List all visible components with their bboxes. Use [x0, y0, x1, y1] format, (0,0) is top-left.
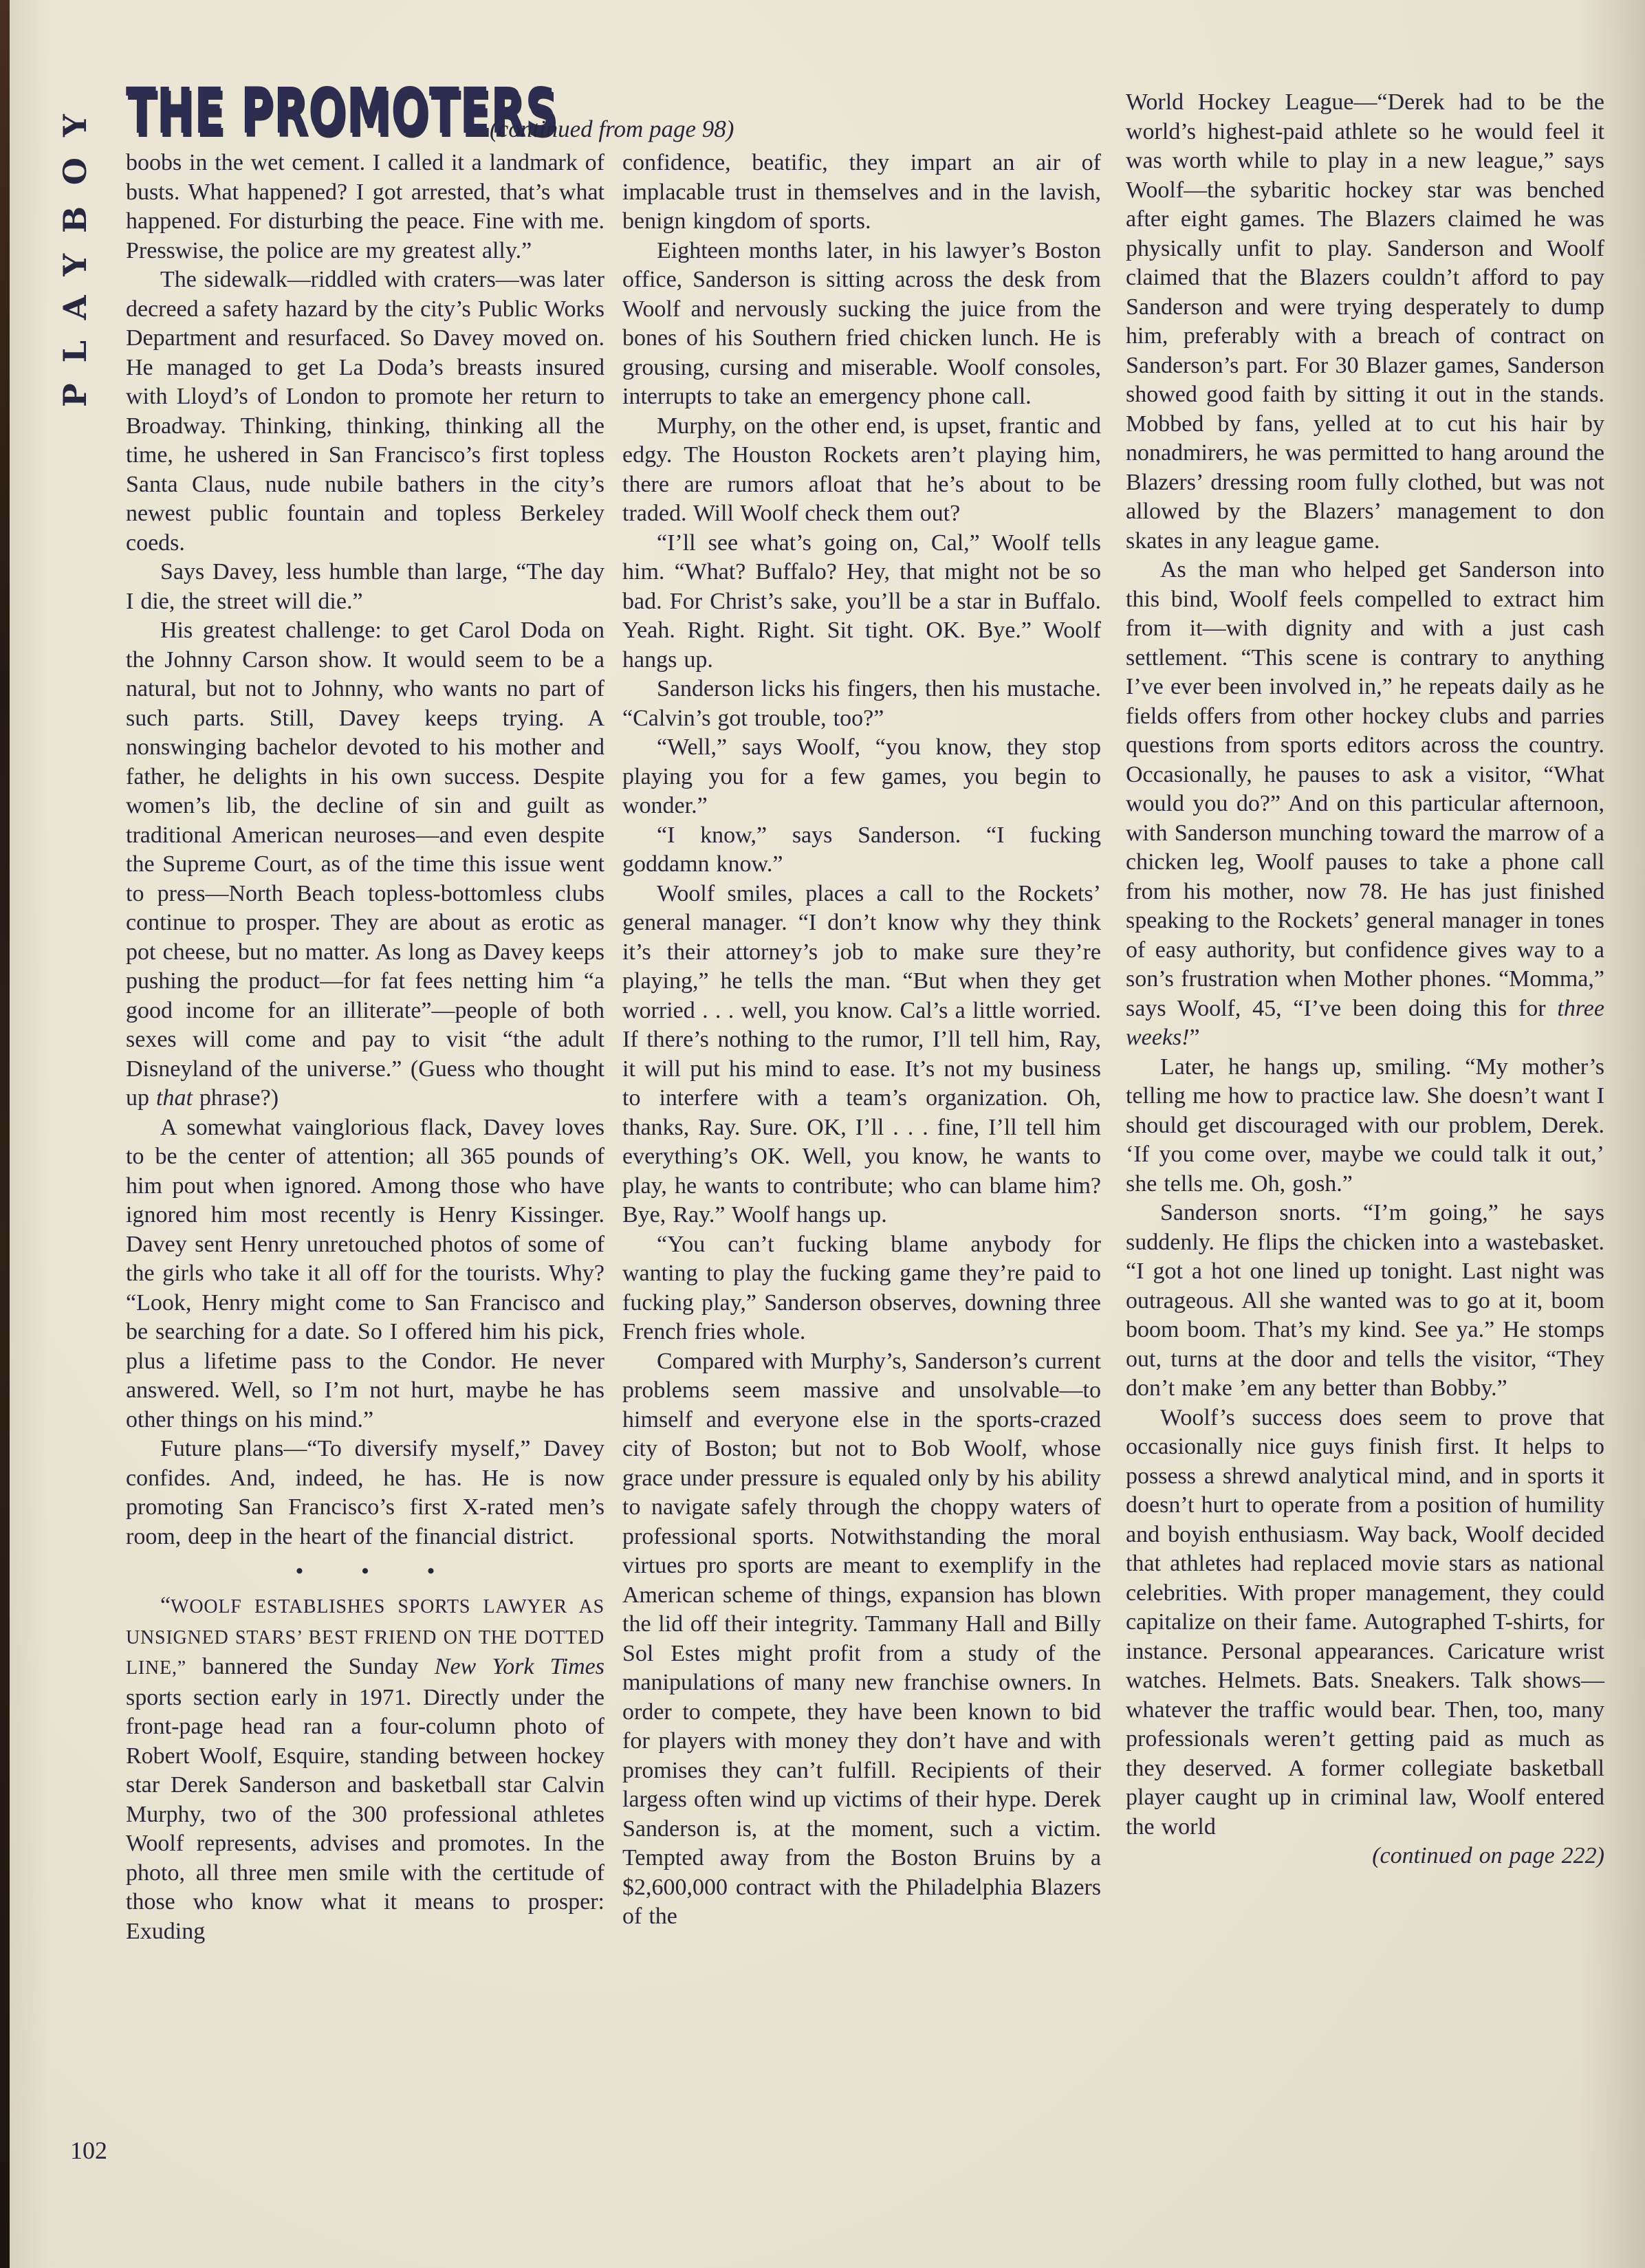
text-column-1	[126, 149, 604, 1946]
paragraph: confidence, beatific, they impart an air of implacable trust in themselves and in the lavish, benign kingdom of sports.	[622, 150, 1101, 234]
paragraph: “I know,” says Sanderson. “I fucking goddamn know.”	[622, 822, 1101, 877]
paragraph: Compared with Murphy’s, Sanderson’s current problems seem massive and unsolvable—to himself and everyone else in the sports-crazed city of Boston; but not to Bob Woolf, whose grace under pressure is equaled only by his ability to navigate safely through the choppy waters of professional sports. Notwithstanding the moral virtues pro sports are meant to exemplify in the American scheme of things, expansion has blown the lid off their integrity. Tammany Hall and Billy Sol Estes might profit from a study of the manipulations of many new franchise owners. In order to compete, they have been known to bid for players with money they don’t have and with promises they can’t fulfill. Recipients of their largess often wind up victims of their hype. Derek Sanderson is, at the moment, such a victim. Tempted away from the Boston Bruins by a $2,600,000 contract with the Philadelphia Blazers of the	[622, 1348, 1101, 1929]
text-column-2	[622, 149, 1101, 1932]
page-number: 102	[70, 2137, 107, 2164]
continued-on-note: (continued on page 222)	[1372, 1843, 1604, 1868]
paragraph: Woolf smiles, places a call to the Rockets’ general manager. “I don’t know why they think it’s their attorney’s job to make sure they’re playing,” he tells the man. “But when they get worried . . . well, you know. Cal’s a little worried. If there’s nothing to the rumor, I’ll tell him, Ray, it will put his mind to ease. It’s not my business to interfere with a team’s organization. Oh, thanks, Ray. Sure. OK, I’ll . . . fine, I’ll tell him everything’s OK. Well, you know, he wants to play, he wants to contribute; who can blame him? Bye, Ray.” Woolf hangs up.	[622, 880, 1101, 1228]
paragraph: “I’ll see what’s going on, Cal,” Woolf tells him. “What? Buffalo? Hey, that might not be so bad. For Christ’s sake, you’ll be a star in Buffalo. Yeah. Right. Right. Sit tight. OK. Bye.” Woolf hangs up.	[622, 530, 1101, 673]
page-binding-edge	[0, 0, 10, 2268]
paragraph: “You can’t fucking blame anybody for wanting to play the fucking game they’re paid to fucking play,” Sanderson observes, downing three French fries whole.	[622, 1231, 1101, 1344]
separator-dots: • • •	[296, 1560, 461, 1582]
article-title: THE PROMOTERS	[126, 74, 558, 148]
paragraph: “Well,” says Woolf, “you know, they stop playing you for a few games, you begin to wonder.”	[622, 734, 1101, 818]
paragraph: Says Davey, less humble than large, “The day I die, the street will die.”	[126, 559, 604, 614]
paragraph: Sanderson licks his fingers, then his mustache. “Calvin’s got trouble, too?”	[622, 676, 1101, 731]
continued-from-note: (continued from page 98)	[490, 116, 734, 142]
paragraph: Woolf’s success does seem to prove that occasionally nice guys finish first. It helps to possess a shrewd analytical mind, and in sports it doesn’t hurt to operate from a position of humility and boyish enthusiasm. Way back, Woolf decided that athletes had replaced movie stars as national celebrities. With proper management, they could capitalize on their fame. Autographed T-shirts, for instance. Personal appearances. Caricature wrist watches. Helmets. Bats. Sneakers. Talk shows—whatever the traffic would bear. Then, too, many professionals weren’t getting paid as much as they deserved. A former collegiate basketball player caught up in criminal law, Woolf entered the world	[1126, 1404, 1604, 1840]
paragraph: Murphy, on the other end, is upset, frantic and edgy. The Houston Rockets aren’t playing him, there are rumors afloat that he’s about to be traded. Will Woolf check them out?	[622, 413, 1101, 526]
paragraph: Later, he hangs up, smiling. “My mother’s telling me how to practice law. She doesn’t want I should get discouraged with our problem, Derek. ‘If you come over, maybe we could talk it out,’ she tells me. Oh, gosh.”	[1126, 1054, 1604, 1197]
paragraph: boobs in the wet cement. I called it a landmark of busts. What happened? I got arrested, that’s what happened. For disturbing the peace. Fine with me. Presswise, the police are my greatest ally.”	[126, 150, 604, 263]
paragraph: A somewhat vainglorious flack, Davey loves to be the center of attention; all 365 pounds of him pout when ignored. Among those who have ignored him most recently is Henry Kissinger. Davey sent Henry unretouched photos of some of the girls who take it all off for the tourists. Why? “Look, Henry might come to San Francisco and be searching for a date. So I offered him his pick, plus a lifetime pass to the Condor. He never answered. Well, so I’m not hurt, maybe he has other things on his mind.”	[126, 1114, 604, 1432]
paragraph: Eighteen months later, in his lawyer’s Boston office, Sanderson is sitting across the desk from Woolf and nervously sucking the juice from the bones of his Southern fried chicken lunch. He is grousing, cursing and miserable. Woolf consoles, interrupts to take an emergency phone call.	[622, 237, 1101, 409]
text-column-3	[1126, 88, 1604, 1871]
paragraph: As the man who helped get Sanderson into this bind, Woolf feels compelled to extract him from it—with dignity and with a just cash settlement. “This scene is contrary to anything I’ve ever been involved in,” he repeats daily as he fields offers from other hockey clubs and parries questions from sports editors across the country. Occasionally, he pauses to ask a visitor, “What would you do?” And on this particular afternoon, with Sanderson munching toward the marrow of a chicken leg, Woolf pauses to take a phone call from his mother, now 78. He has just finished speaking to the Rockets’ general manager in tones of easy authority, but confidence gives way to a son’s frustration when Mother phones. “Momma,” says Woolf, 45, “I’ve been doing this for three weeks!”	[1126, 557, 1604, 1050]
paragraph: The sidewalk—riddled with craters—was later decreed a safety hazard by the city’s Public Works Department and resurfaced. So Davey moved on. He managed to get La Doda’s breasts insured with Lloyd’s of London to promote her return to Broadway. Thinking, thinking, thinking all the time, he ushered in San Francisco’s first topless Santa Claus, nude nubile bathers in the city’s newest public fountain and topless Berkeley coeds.	[126, 267, 604, 556]
paragraph: World Hockey League—“Derek had to be the world’s highest-paid athlete so he would feel it was worth while to play in a new league,” says Woolf—the sybaritic hockey star was benched after eight games. The Blazers claimed he was physically unfit to play. Sanderson and Woolf claimed that the Blazers couldn’t afford to pay Sanderson and were trying desperately to dump him, preferably with a breach of contract on Sanderson’s part. For 30 Blazer games, Sanderson showed good faith by sitting it out in the stands. Mobbed by fans, yelled at to cut his hair by nonadmirers, he was permitted to hang around the Blazers’ dressing room fully clothed, but was not allowed by the Blazers’ management to don skates in any league game.	[1126, 89, 1604, 554]
playboy-vertical-masthead: PLAYBOY	[56, 94, 94, 407]
paragraph: His greatest challenge: to get Carol Doda on the Johnny Carson show. It would seem to be a natural, but not to Johnny, who wants no part of such parts. Still, Davey keeps trying. A nonswinging bachelor devoted to his mother and father, he delights in his own success. Despite women’s lib, the decline of sin and guilt as traditional American neuroses—and even despite the Supreme Court, as of the time this issue went to press—North Beach topless-bottomless clubs continue to prosper. They are about as erotic as pot cheese, but no matter. As long as Davey keeps pushing the product—for fat fees netting him “a good income for an illiterate”—people of both sexes will come and pay to visit “the adult Disneyland of the universe.” (Guess who thought up that phrase?)	[126, 618, 604, 1111]
paragraph: Future plans—“To diversify myself,” Davey confides. And, indeed, he has. He is now promoting San Francisco’s first X-rated men’s room, deep in the heart of the financial district.	[126, 1436, 604, 1549]
paragraph: “WOOLF ESTABLISHES SPORTS LAWYER AS UNSIGNED STARS’ BEST FRIEND ON THE DOTTED LINE,” bannered the Sunday New York Times sports section early in 1971. Directly under the front-page head ran a four-column photo of Robert Woolf, Esquire, standing between hockey star Derek Sanderson and basketball star Calvin Murphy, two of the 300 professional athletes Woolf represents, advises and promotes. In the photo, all three men smile with the certitude of those who know what it means to prosper: Exuding	[126, 1593, 604, 1944]
paragraph: Sanderson snorts. “I’m going,” he says suddenly. He flips the chicken into a wastebasket. “I got a hot one lined up tonight. Last night was outrageous. All she wanted was to go at it, boom boom boom. That’s my kind. See ya.” He stomps out, turns at the door and tells the visitor, “They don’t make ’em any better than Bobby.”	[1126, 1200, 1604, 1401]
